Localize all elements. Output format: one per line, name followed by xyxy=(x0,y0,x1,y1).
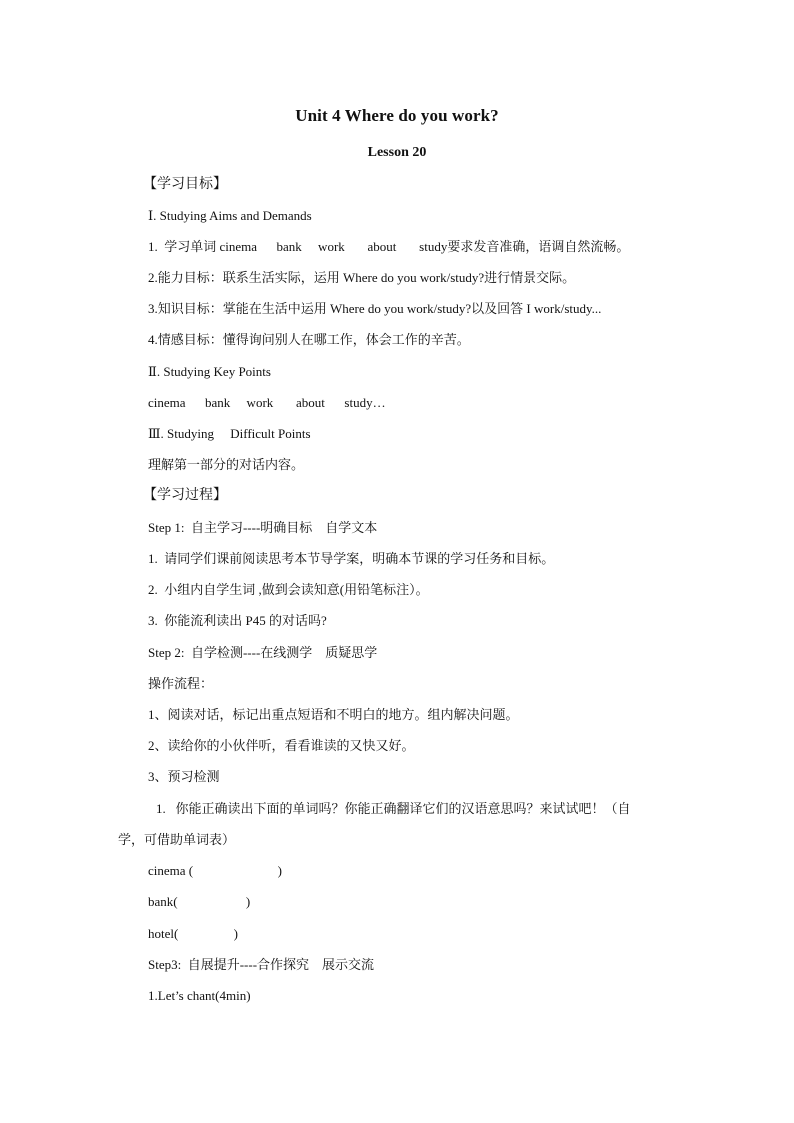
blank-bank: bank( ) xyxy=(148,894,251,909)
document-title: Unit 4 Where do you work? xyxy=(295,106,499,125)
procedure-item-1: 1、阅读对话，标记出重点短语和不明白的地方。组内解决问题。 xyxy=(148,707,519,722)
preview-question-continued: 学，可借助单词表） xyxy=(118,832,236,847)
key-points-heading: Ⅱ. Studying Key Points xyxy=(148,364,271,379)
difficult-points-text: 理解第一部分的对话内容。 xyxy=(148,457,305,472)
step1-item-3: 3. 你能流利读出 P45 的对话吗? xyxy=(148,613,327,628)
goal-line-4: 4.情感目标：懂得询问别人在哪工作，体会工作的辛苦。 xyxy=(148,332,470,347)
step1-item-1: 1. 请同学们课前阅读思考本节导学案，明确本节课的学习任务和目标。 xyxy=(148,551,555,566)
step2-heading: Step 2: 自学检测----在线测学 质疑思学 xyxy=(148,645,378,660)
goal-line-2: 2.能力目标：联系生活实际，运用 Where do you work/study?进行情景交际。 xyxy=(148,270,576,285)
section-heading-goals: 【学习目标】 xyxy=(143,177,227,192)
procedure-heading: 操作流程： xyxy=(148,676,214,691)
chant-line: 1.Let’s chant(4min) xyxy=(148,988,251,1003)
aims-heading: Ⅰ. Studying Aims and Demands xyxy=(148,208,312,223)
step1-heading: Step 1: 自主学习----明确目标 自学文本 xyxy=(148,520,378,535)
section-heading-process: 【学习过程】 xyxy=(143,488,227,503)
blank-cinema: cinema ( ) xyxy=(148,863,282,878)
preview-question: 1. 你能正确读出下面的单词吗？你能正确翻译它们的汉语意思吗？来试试吧！（自 xyxy=(156,801,631,816)
difficult-points-heading: Ⅲ. Studying Difficult Points xyxy=(148,426,311,441)
step3-heading: Step3: 自展提升----合作探究 展示交流 xyxy=(148,957,375,972)
key-points-words: cinema bank work about study… xyxy=(148,395,386,410)
procedure-item-2: 2、读给你的小伙伴听，看看谁读的又快又好。 xyxy=(148,738,415,753)
procedure-item-3: 3、预习检测 xyxy=(148,769,220,784)
step1-item-2: 2. 小组内自学生词 ,做到会读知意(用铅笔标注）。 xyxy=(148,582,429,597)
blank-hotel: hotel( ) xyxy=(148,926,238,941)
goal-line-3: 3.知识目标：掌能在生活中运用 Where do you work/study?以及回答 I work/study... xyxy=(148,301,602,316)
goal-line-1: 1. 学习单词 cinema bank work about study要求发音准确，语调自然流畅。 xyxy=(148,239,630,254)
lesson-title: Lesson 20 xyxy=(367,145,427,160)
